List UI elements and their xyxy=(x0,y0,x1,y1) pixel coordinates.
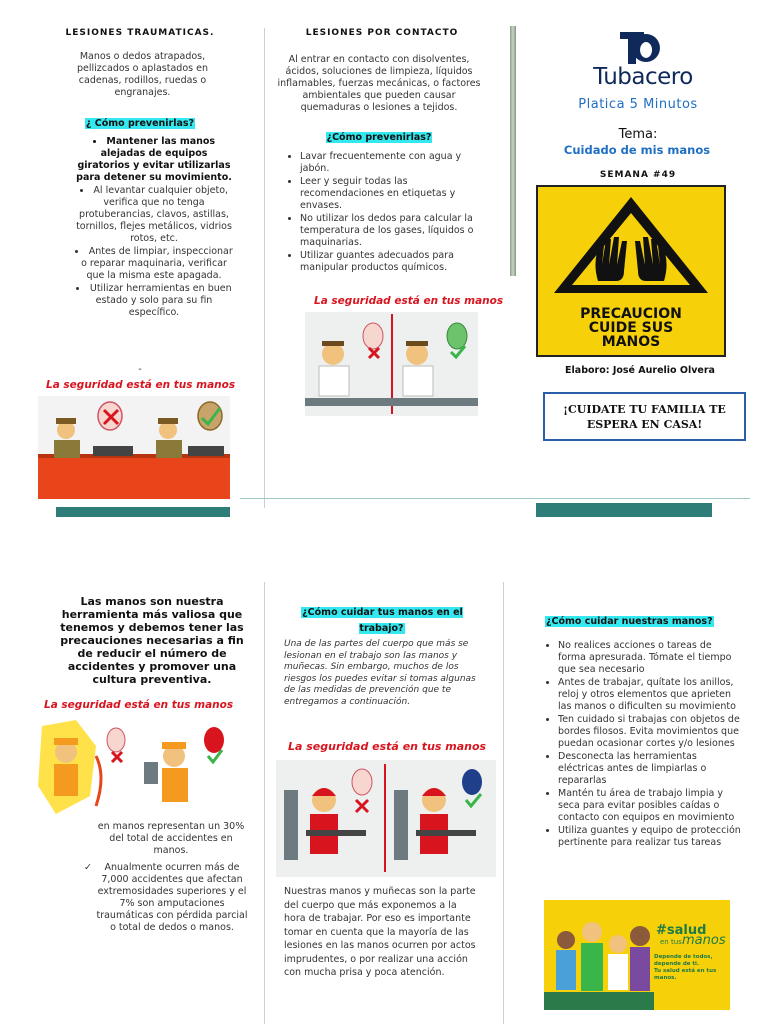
sign-line: CUIDE SUS xyxy=(588,320,674,336)
sign-line: MANOS xyxy=(601,334,661,350)
panel5-question: ¿Cómo cuidar tus manos en el trabajo? xyxy=(302,607,463,634)
panel6-bullet: • Ten cuidado si trabajas con objetos de bordes filosos. Evita movimientos que puedan ocasionar cortes y/o lesiones xyxy=(558,714,742,750)
brand-name: Tubacero xyxy=(593,64,693,90)
panel2-question: ¿Cómo prevenirlas? xyxy=(326,132,432,143)
panel2-bullet: • No utilizar los dedos para calcular la temperatura de los gases, líquidos o maquinarias. xyxy=(300,213,488,249)
panel2-bullet: • Lavar frecuentemente con agua y jabón. xyxy=(300,151,488,175)
column-divider-left xyxy=(264,28,265,508)
panel6-bullet: • Desconecta las herramientas eléctricas antes de limpiarlas o repararlas xyxy=(558,751,742,787)
panel1-illustration xyxy=(38,396,230,499)
panel6-bullet: • Antes de trabajar, quítate los anillos, reloj y otros elementos que aprieten las manos o dificulten su movimiento xyxy=(558,677,742,713)
panel6-question: ¿Cómo cuidar nuestras manos? xyxy=(546,616,713,627)
panel2-illustration xyxy=(305,312,478,416)
panel1-slogan: La seguridad está en tus manos xyxy=(46,379,236,391)
panel1-bullet: • Al levantar cualquier objeto, verifica que no tenga protuberancias, clavos, astillas, tornillos, flejes metálicos, vidrios rotos, etc. xyxy=(74,185,234,245)
panel2-slogan: La seguridad está en tus manos xyxy=(314,295,504,307)
tema-label: Tema: xyxy=(618,127,658,142)
panel1-bullet: • Mantener las manos alejadas de equipos giratorios y evitar utilizarlas para detener su movimiento. xyxy=(74,136,234,184)
teal-band-left xyxy=(56,507,230,517)
salud-poster xyxy=(544,900,730,1010)
panel5-slogan: La seguridad está en tus manos xyxy=(288,740,487,753)
poster-hashtag: #salud xyxy=(656,923,707,938)
panel4-intro: Las manos son nuestra herramienta más valiosa que tenemos y debemos tener las precauciones necesarias a fin de reducir el número de accidentes y promover una cultura preventiva. xyxy=(60,595,244,686)
panel1-dash: - xyxy=(138,364,142,375)
panel1-intro: Manos o dedos atrapados, pellizcados o aplastados en cadenas, rodillos, ruedas o engranajes. xyxy=(77,51,208,98)
panel4-illustration xyxy=(36,716,238,820)
poster-sub: en tus xyxy=(660,938,682,946)
panel5-illustration xyxy=(276,760,496,877)
panel2-bullet: • Utilizar guantes adecuados para manipular productos químicos. xyxy=(300,250,488,274)
panel6-bullet-list xyxy=(542,640,742,850)
panel2-bullet-list xyxy=(284,151,488,275)
panel2-title: LESIONES POR CONTACTO xyxy=(305,28,459,38)
panel2-bullet: • Leer y seguir todas las recomendaciones en etiquetas y envases. xyxy=(300,176,488,212)
panel1-question: ¿ Cómo prevenirlas? xyxy=(85,118,195,129)
panel6-bullet: • No realices acciones o tareas de forma apresurada. Tómate el tiempo que sea necesario xyxy=(558,640,742,676)
panel4-stat-list xyxy=(84,862,248,935)
panel1-bullet: • Antes de limpiar, inspeccionar o reparar maquinaria, verificar que la misma este apagada. xyxy=(74,246,234,282)
panel1-bullet: • Utilizar herramientas en buen estado y solo para su fin específico. xyxy=(74,283,234,319)
poster-line-1: Depende de todos, depende de ti. xyxy=(654,954,713,967)
panel1-bullet-list xyxy=(74,136,234,320)
fold-line xyxy=(240,498,750,499)
panel4-stat-1: en manos representan un 30% del total de accidentes en manos. xyxy=(97,821,245,856)
panel5-intro: Una de las partes del cuerpo que más se lesionan en el trabajo son las manos y muñecas. Sin embargo, muchos de los riesgos los puedes evitar si tomas algunas de las medidas de prevención que te entregamos a continuación. xyxy=(284,639,476,707)
sign-line: PRECAUCION xyxy=(580,306,682,322)
author-credit: Elaboro: José Aurelio Olvera xyxy=(565,365,715,376)
family-message-box: ¡CUIDATE TU FAMILIA TE ESPERA EN CASA! xyxy=(543,392,746,441)
photo-strip xyxy=(510,26,516,276)
panel1-title: LESIONES TRAUMATICAS. xyxy=(65,28,215,38)
panel4-slogan: La seguridad está en tus manos xyxy=(44,699,234,711)
column-divider-bottom-left xyxy=(264,582,265,1024)
caution-sign xyxy=(536,185,726,357)
panel4-stat-2: ✓ Anualmente ocurren más de 7,000 accidentes que afectan extremosidades superiores y el 7% son amputaciones traumáticas con pérdida parcial o total de dedos o manos. xyxy=(96,862,248,934)
week-number: SEMANA #49 xyxy=(599,170,677,180)
column-divider-bottom-right xyxy=(503,582,504,1024)
panel5-body: Nuestras manos y muñecas son la parte del cuerpo que más exponemos a la hora de trabajar. Por eso es importante tomar en cuenta que la mayoría de las lesiones en las manos ocurren por actos imprudentes, o por realizar una acción con mucha prisa y poca atención. xyxy=(284,886,476,978)
tema-title: Cuidado de mis manos xyxy=(563,143,711,157)
panel6-bullet: • Utiliza guantes y equipo de protección pertinente para realizar tus tareas xyxy=(558,825,742,849)
poster-word: manos xyxy=(682,933,726,948)
cover-subtitle: Platica 5 Minutos xyxy=(578,97,698,112)
panel2-intro: Al entrar en contacto con disolventes, ácidos, soluciones de limpieza, líquidos inflamables, fuerzas mecánicas, o factores ambientales que pueden causar quemaduras o lesiones a tejidos. xyxy=(277,54,481,113)
teal-band-right xyxy=(536,503,712,517)
panel6-bullet: • Mantén tu área de trabajo limpia y seca para evitar posibles caídas o contacto con equipos en movimiento xyxy=(558,788,742,824)
poster-line-2: Tu salud está en tus manos. xyxy=(654,968,717,981)
